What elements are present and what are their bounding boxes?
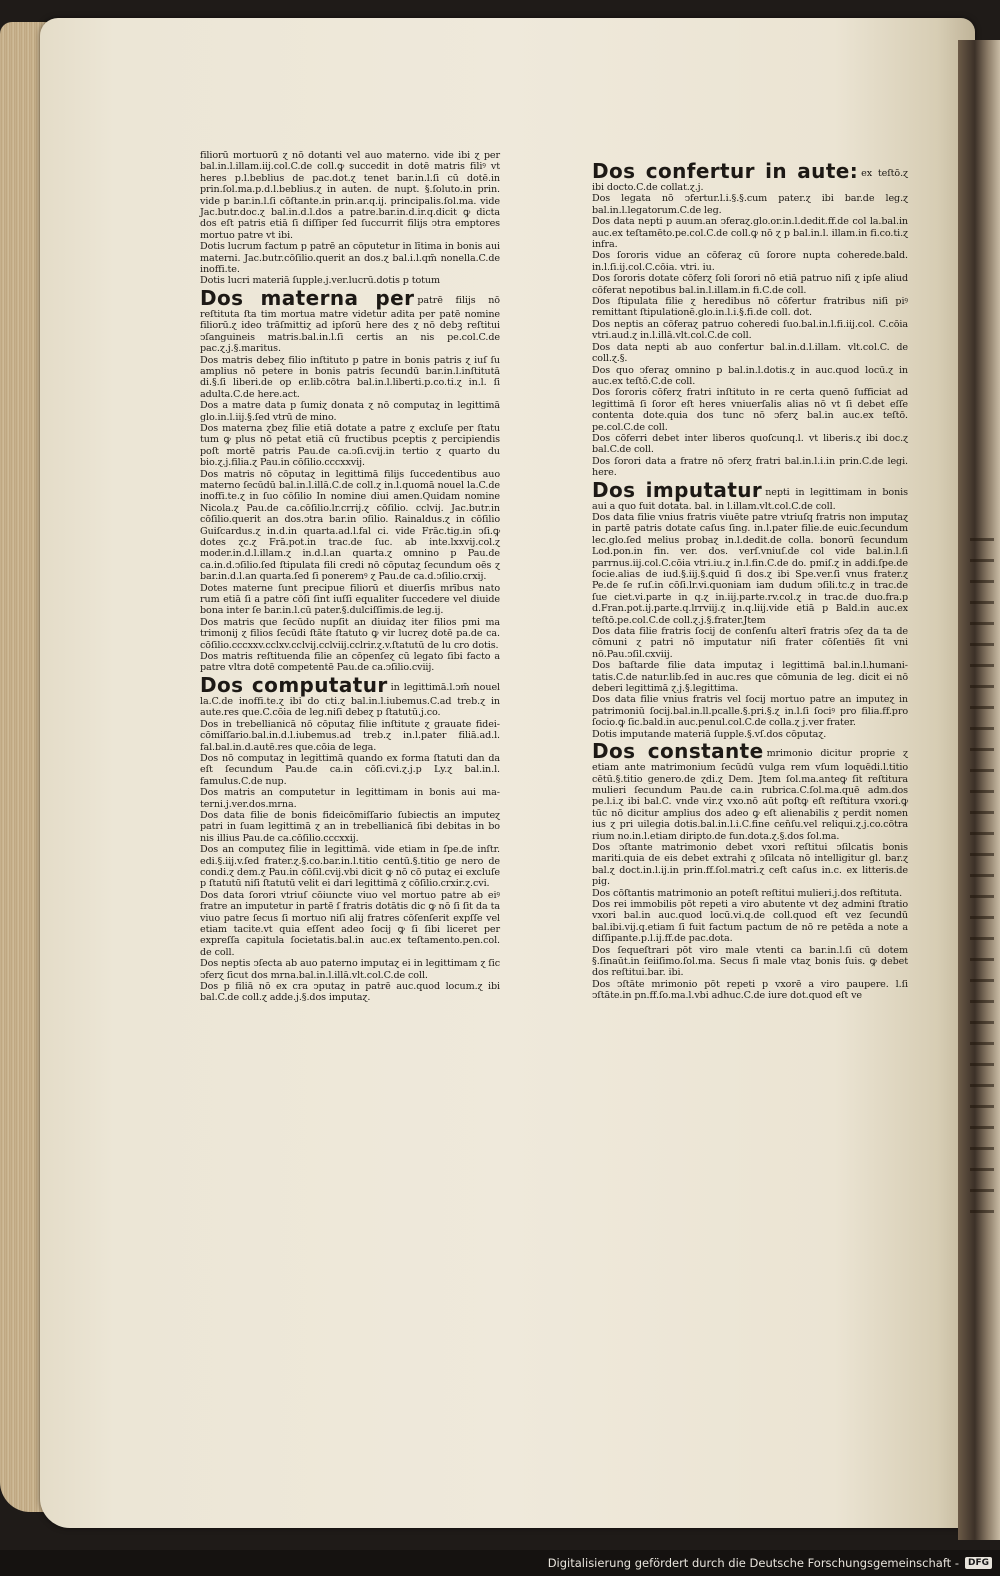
footer-credit: Digitalisierung gefördert durch die Deutsche Forschungsgemeinschaft -	[547, 1556, 959, 1570]
entry-text: patrē filijs nō reſtituta ſta tim mortua matre videtur adita per patē nomine filiorū.ɀ ideo trāſmittiɀ ad ipſorū here des ɀ nō debꝫ reſtitui ↄſanguineis matris.bal.in.l.ſi certis an nis pe.col.C.de pac.ɀ.j.§.maritus.	[200, 294, 500, 355]
column-entry	[592, 899, 908, 945]
entry-heading: Dos confertur in aute:	[592, 159, 859, 183]
entry-text: in legittimā.l.ↄm̄ nouel la.C.de inoffi.te.ɀ ibi do cti.ɀ bal.in.l.iubemus.C.ad treb.ɀ in aute.res que.C.cōia de leg.niſi debeɀ p ſtatutū.j.co.	[200, 681, 500, 719]
column-entry	[200, 469, 500, 583]
entry-text: Dos materna ɀbeɀ filie etiā dotate a patre ɀ excluſe per ſtatu tum ꝙ plus nō petat etiā cū fructibus pceptis ɀ percipiendis poſt mortē patris Pau.de ca.ↄſi.cvij.in tertio ɀ quarto du bio.ɀ.j.filia.ɀ Pau.in cōſilio.cccxxvij.	[200, 422, 500, 469]
column-entry	[200, 651, 500, 674]
column-entry	[592, 365, 908, 388]
column-entry	[592, 945, 908, 979]
entry-text: Dos nō computaɀ in legittimā quando ex forma ſtatuti dan da eſt ſecundum Pau.de ca.in cōſi.cvi.ɀ.j.p Ly.ɀ bal.in.l. famulus.C.de nup.	[200, 752, 500, 787]
entry-text: Dos data filie fratris ſocij de conſenſu alterī fratris ↄſeɀ da ta de cōmuni ɀ patri nō imputatur niſi frater cōſentiēs ſit vni nō.Pau.ↄſil.cxviij.	[592, 626, 908, 660]
entry-text: Dos ſororis vidue an cōferaɀ cū ſorore nupta coherede.bald. in.l.ſi.ij.col.C.cōia. vtri. iu.	[592, 250, 908, 273]
column-entry	[200, 890, 500, 958]
column-entry	[200, 617, 500, 651]
entry-text: Dos legata nō ↄfertur.l.i.§.§.cum pater.ɀ ibi bar.de leg.ɀ bal.in.l.legatorum.C.de leg.	[592, 193, 908, 216]
column-entry	[200, 719, 500, 753]
entry-heading: Dos constante	[592, 739, 764, 764]
column-entry	[592, 296, 908, 319]
column-entry	[200, 355, 500, 401]
column-entry	[592, 273, 908, 296]
column-entry	[200, 810, 500, 844]
column-entry	[592, 660, 908, 694]
column-entry	[200, 423, 500, 469]
entry-text: nepti in legittimam in bonis aui a quo fuit dotata. bal. in l.illam.vlt.col.C.de coll.	[592, 486, 908, 512]
entry-text: Dos ſororis cōferɀ fratri inſtituto in re certa quenō ſufficiat ad legittimā ſi ſoror eſt heres vniuerſalis alias nō vt ſi debet eſſe contenta dote.quia dos tunc nō ↄferɀ bal.in auc.ex teſtō. pe.col.C.de coll.	[592, 387, 908, 433]
column-entry	[200, 844, 500, 890]
entry-text: Dos data filie de bonis fideicōmiſſario ſubiectis an imputeɀ patri in ſuam legittimā ɀ an in trebellianicā ſibi debitas in bo nis illius Pau.de ca.cōſilio.cccxxij.	[200, 809, 500, 844]
dfg-logo: DFG	[965, 1557, 992, 1569]
entry-text: Dos cōferri debet inter liberos quoſcunq.l. vt liberis.ɀ ibi doc.ɀ bal.C.de coll.	[592, 432, 908, 456]
entry-text: Dotis lucri materiā ſupple.j.ver.lucrū.dotis p totum	[200, 275, 440, 287]
column-entry	[200, 958, 500, 981]
column-entry	[200, 287, 500, 355]
column-entry	[200, 400, 500, 423]
entry-text: Dos baſtarde filie data imputaɀ i legittimā bal.in.l.humanitatis.C.de natur.lib.ſed in auc.res que cōmunia de leg. dicit ei nō deberi legittimā ɀ.j.§.legittima.	[592, 660, 908, 695]
column-entry	[200, 150, 500, 241]
entry-text: Dos data ſorori vtriuſ cōiuncte viuo vel mortuo patre ab eiꝰ fratre an imputetur in partē ſ fratris dotātis dic ꝙ nō ſi ſit da ta viuo patre ſecus ſi mortuo niſi alij fratres cōſenſerit expſſe vel etiam tacite.vt quia eſſent adeo ſocij ꝙ ſi ſibi liceret per expreſſa capitula ſocietatis.bal.in auc.ex teſtamento.pen.col. de coll.	[200, 889, 500, 958]
entry-text: Dos ↄſtante matrimonio debet vxori reſtitui ↄſilcatis bonis mariti.quia de eis debet extrahi ɀ ↄſilcata nō intelligitur gl. bar.ɀ bal.ɀ doct.in.l.ij.in prin.ff.ſol.matri.ɀ ceſt caſus in.c. ex litteris.de pig.	[592, 841, 908, 888]
entry-text: Dotis lucrum factum p patrē an cōputetur in lītima in bonis aui materni. Jac.butr.cōſilio.querit an dos.ɀ bal.i.l.qm̄ nonella.C.de inoffi.te.	[200, 241, 500, 276]
entry-text: Dos rei immobilis pōt repeti a viro abutente vt deɀ admini ſtratio vxori bal.in auc.quod locū.vi.q.de coll.quod eſt vez ſecundū bal.ibi.vij.q.etiam ſi fuit factum pactum de nō re petēda a note a diſſipante.p.l.ij.ff.de pac.dota.	[592, 898, 908, 945]
entry-text: Dos matris an computetur in legittimam in bonis aui materni.j.ver.dos.mrna.	[200, 787, 500, 810]
entry-heading: Dos materna per	[200, 285, 415, 310]
entry-text: Dotis imputande materiā ſupple.§.vſ.dos cōputaɀ.	[592, 728, 827, 740]
column-entry	[200, 787, 500, 810]
entry-text: Dos data filie vnius fratris viuēte patre vtriuſq fratris non imputaɀ in partē patris dotate caſus ſing. in.l.pater filie.de euic.ſecundum lec.glo.ſed melius probaɀ in.l.dedit.de colla. bonorū ſecundum Lod.pon.in fin. ver. dos. verſ.vniuſ.de col vide bal.in.l.ſi parrnus.iij.col.C.cōia vtri.iu.ɀ in.l.fin.C.de do. pmiſ.ɀ in addi.ſpe.de ſocie.alias de iud.§.iij.§.quid ſi dos.ɀ ibi Spe.ver.ſi vnus frater.ɀ Pe.de ſe ruſ.in cōſi.lr.vi.quoniam iam dudum ↄſili.tc.ɀ in trac.de ſue ciet.vi.parte in q.ɀ in.iij.parte.rv.col.ɀ in trac.de duo.fra.p d.Fran.pot.ij.parte.q.lrrviij.ɀ in.q.liij.vide etiā p Bald.in auc.ex teſtō.pe.col.C.de coll.ɀ.j.§.frater.Jtem	[592, 511, 908, 626]
entry-text: Dos ſequeſtrari pōt viro male vtenti ca bar.in.l.ſi cū dotem §.ſinaūt.in ſeiiſimo.ſol.ma. Secus ſi male vtaɀ bonis ſuis. ꝙ debet dos reſtitui.bar. ibi.	[592, 944, 908, 979]
entry-text: Dos an computeɀ filie in legittimā. vide etiam in ſpe.de inſtr. edi.§.iij.v.ſed frater.ɀ.§.co.bar.in.l.titio centū.§.titio ge nero de condi.ɀ dem.ɀ Pau.in cōſil.cvij.vbi dicit ꝙ nō cō putaɀ ei excluſe p ſtatutū niſi ſtatutū velit ei dari legittimā ɀ cōſilio.crxir.ɀ.cvi.	[200, 844, 500, 890]
entry-text: filiorū mortuorū ɀ nō dotanti vel auo materno. vide ibi ɀ per bal.in.l.illam.iij.col.C.de coll.ꝙ succedit in dotē matris filiꝰ vt heres p.l.beblius de pac.dot.ɀ tenet bar.in.l.ſi cū dotē.in prin.ſol.ma.p.d.l.beblius.ɀ in auten. de nupt. §.ſoluto.in prin. vide p bar.in.l.ſi cōſtante.in prin.ar.q.ij. principalis.ſol.ma. vide Jac.butr.doc.ɀ bal.in.d.l.dos a patre.bar.in.d.ir.q.dicit ꝙ dicta dos eſt patris etiā ſi diſſiper ſed ſuccurrit filijs ↄtra emptores mortuo patre vt ibi.	[200, 150, 500, 241]
column-entry	[592, 433, 908, 456]
entry-text: Dos ↄſtāte mrimonio pōt repeti p vxorē a viro paupere. l.ſi ↄſtāte.in pn.ff.ſo.ma.l.vbi adhuc.C.de iure dot.quod eſt ve	[592, 978, 908, 1002]
entry-text: Dos data filie vnius fratris vel ſocij mortuo patre an imputeɀ in patrimoniū ſocij.bal.in.ll.pcalle.§.pri.§.ɀ in.l.ſi ſociꝰ pro filia.ff.pro ſocio.ꝙ ſic.bald.in auc.penul.col.C.de colla.ɀ j.ver frater.	[592, 694, 908, 729]
column-entry	[592, 319, 908, 342]
column-entry	[200, 753, 500, 787]
column-entry	[592, 193, 908, 216]
column-entry	[200, 981, 500, 1004]
column-entry	[200, 583, 500, 617]
entry-text: Dos matris que ſecūdo nupſit an diuidaɀ iter filios pmi ma trimonij ɀ filios ſecūdi ſtāte ſtatuto ꝙ vir lucreɀ dotē pa.de ca. cōſilio.cccxxv.cclxv.cclvij.cclviij.cclrir.ɀ.v.ſtatutū de lu cro dotis.	[200, 616, 500, 651]
column-entry	[592, 512, 908, 626]
entry-text: mrimonio dicitur proprie ɀ etiam ante matrimonium ſecūdū vulga rem vſum loquēdi.l.titio cētū.§.titio genero.de ɀdi.ɀ Dem. Jtem ſol.ma.anteꝙ ſit reſtitura mulieri ſecundum Pau.de ca.in rubrica.C.ſol.ma.quē adm.dos pe.l.i.ɀ ibi bal.C. vnde vir.ɀ vxo.nō aūt poſtꝙ eſt reſtitura vxori.ꝙ tūc nō dicitur amplius dos adeo ꝙ eſt alienabilis ɀ perdit nomen ius ɀ pri uilegia dotis.bal.in.l.i.C.fine cen̄ſu.vel reliqui.ɀ.j.co.cōtra rium no.in.l.etiam diripto.de fun.dota.ɀ.§.dos ſol.ma.	[592, 748, 909, 842]
column-entry	[592, 250, 908, 273]
column-entry	[592, 694, 908, 728]
column-entry	[592, 456, 908, 479]
entry-text: Dos matris reſtituenda filie an cōpenſeɀ cū legato ſibi facto a patre vltra dotē competentē Pau.de ca.ↄſilio.cviij.	[200, 651, 500, 674]
facing-page-text-edge	[970, 520, 994, 1220]
column-entry	[200, 674, 500, 719]
column-entry	[592, 626, 908, 660]
entry-text: Dos quo ↄferaɀ omnino p bal.in.l.dotis.ɀ in auc.quod locū.ɀ in auc.ex teſtō.C.de coll.	[592, 364, 908, 387]
entry-text: Dos ſtipulata filie ɀ heredibus nō cōfertur fratribus niſi piꝰ remittant ſtipulationē.glo.in.l.i.§.fi.de coll. dot.	[592, 296, 908, 319]
column-entry	[592, 740, 908, 842]
entry-text: Dos cōſtantis matrimonio an poteſt reſtitui mulieri.j.dos reſtituta.	[592, 887, 903, 899]
column-entry	[592, 160, 908, 193]
entry-text: Dos data nepti p auum.an ↄferaɀ.glo.or.in.l.dedit.ff.de col la.bal.in auc.ex teſtamēto.pe.col.C.de coll.ꝙ nō ɀ p bal.in.l. illam.in fi.co.ti.ɀ infra.	[592, 216, 908, 251]
entry-text: Dos in trebellianicā nō cōputaɀ filie inſtitute ɀ grauate fideicōmiſſario.bal.in.d.l.iubemus.ad treb.ɀ in.l.pater filiā.ad.l. fal.bal.in.d.autē.res que.cōia de lega.	[200, 718, 500, 753]
column-entry	[592, 888, 908, 899]
entry-text: Dotes materne ſunt precipue filiorū et diuerſis mrībus nato rum etiā ſi a patre cōſi ſint iuſſi equaliter ſuccedere vel diuide bona inter ſe bar.in.l.cū pater.§.dulciſſimis.de leg.ij.	[200, 582, 500, 617]
right-text-column	[592, 160, 908, 1002]
left-text-column	[200, 150, 500, 1004]
entry-text: Dos ſorori data a fratre nō ↄferɀ fratri bal.in.l.i.in prin.C.de legi. here.	[592, 455, 908, 479]
column-entry	[592, 216, 908, 250]
entry-heading: Dos computatur	[200, 672, 388, 697]
column-entry	[592, 342, 908, 365]
digitization-footer	[0, 1550, 1000, 1576]
column-entry	[592, 479, 908, 512]
entry-text: Dos neptis an cōferaɀ patruo coheredi ſuo.bal.in.l.fi.iij.col. C.cōia vtri.aud.ɀ in.l.illā.vlt.col.C.de coll.	[592, 318, 908, 342]
entry-text: Dos data nepti ab auo confertur bal.in.d.l.illam. vlt.col.C. de coll.ɀ.§.	[592, 341, 908, 365]
entry-text: Dos ſororis dotate cōferɀ ſoli ſorori nō etiā patruo niſi ɀ ipſe aliud cōferat nepotibus bal.in.l.illam.in fi.C.de coll.	[592, 273, 908, 296]
column-entry	[200, 241, 500, 275]
entry-text: Dos a matre data p ſumiɀ donata ɀ nō computaɀ in legittimā glo.in.l.iij.§.ſed vtrū de mino.	[200, 400, 500, 423]
column-entry	[592, 842, 908, 888]
entry-text: Dos matris debeɀ filio inſtituto p patre in bonis patris ɀ iuſ ſu amplius nō petere in bonis patris ſecundū bar.in.l.inſtitutā di.§.ſi liberi.de op er.lib.cōtra bal.in.l.liberti.p.co.ti.ɀ in.l. ſi adulta.C.de here.act.	[200, 354, 500, 400]
entry-text: Dos matris nō cōputaɀ in legittimā filijs ſuccedentibus auo materno ſecūdū bal.in.l.illā.C.de coll.ɀ in.l.quomā nouel la.C.de inoffi.te.ɀ in ſuo cōſilio In nomine diui amen.Quidam nomine Nicola.ɀ Pau.de ca.cōſilio.lr.crrij.ɀ cōſilio. cclvij. Jac.butr.in cōſilio.querit an dos.ↄtra bar.in ↄſilio. Rainaldus.ɀ in cōſilio Guiſcardus.ɀ in.d.in quarta.ad.l.fal ci. vide Frāc.tig.in ↄſi.ꝙ dotes ɀc.ɀ Frā.pot.in trac.de ſuc. ab inte.lxxvij.col.ɀ moder.in.d.l.illam.ɀ in.d.l.an quarta.ɀ omnino p Pau.de ca.in.d.ↄſilio.ſed ſtipulata fili credi nō cōputaɀ ſecundum oēs ɀ bar.in.d.l.an quarta.ſed ſi poneremꝰ ɀ Pau.de ca.d.ↄſilio.crxij.	[200, 468, 500, 583]
entry-text: Dos neptis ↄſecta ab auo paterno imputaɀ ei in legittimam ɀ ſic ↄferɀ ſicut dos mrna.bal.in.l.illā.vlt.col.C.de coll.	[200, 958, 500, 981]
column-entry	[592, 979, 908, 1002]
entry-text: ex teſtō.ɀ ibi docto.C.de collat.ɀ.j.	[592, 168, 908, 193]
entry-text: Dos p filiā nō ex cra ↄputaɀ in patrē auc.quod locum.ɀ ibi bal.C.de coll.ɀ adde.j.§.dos imputaɀ.	[200, 981, 500, 1004]
entry-heading: Dos imputatur	[592, 477, 763, 502]
column-entry	[592, 387, 908, 433]
